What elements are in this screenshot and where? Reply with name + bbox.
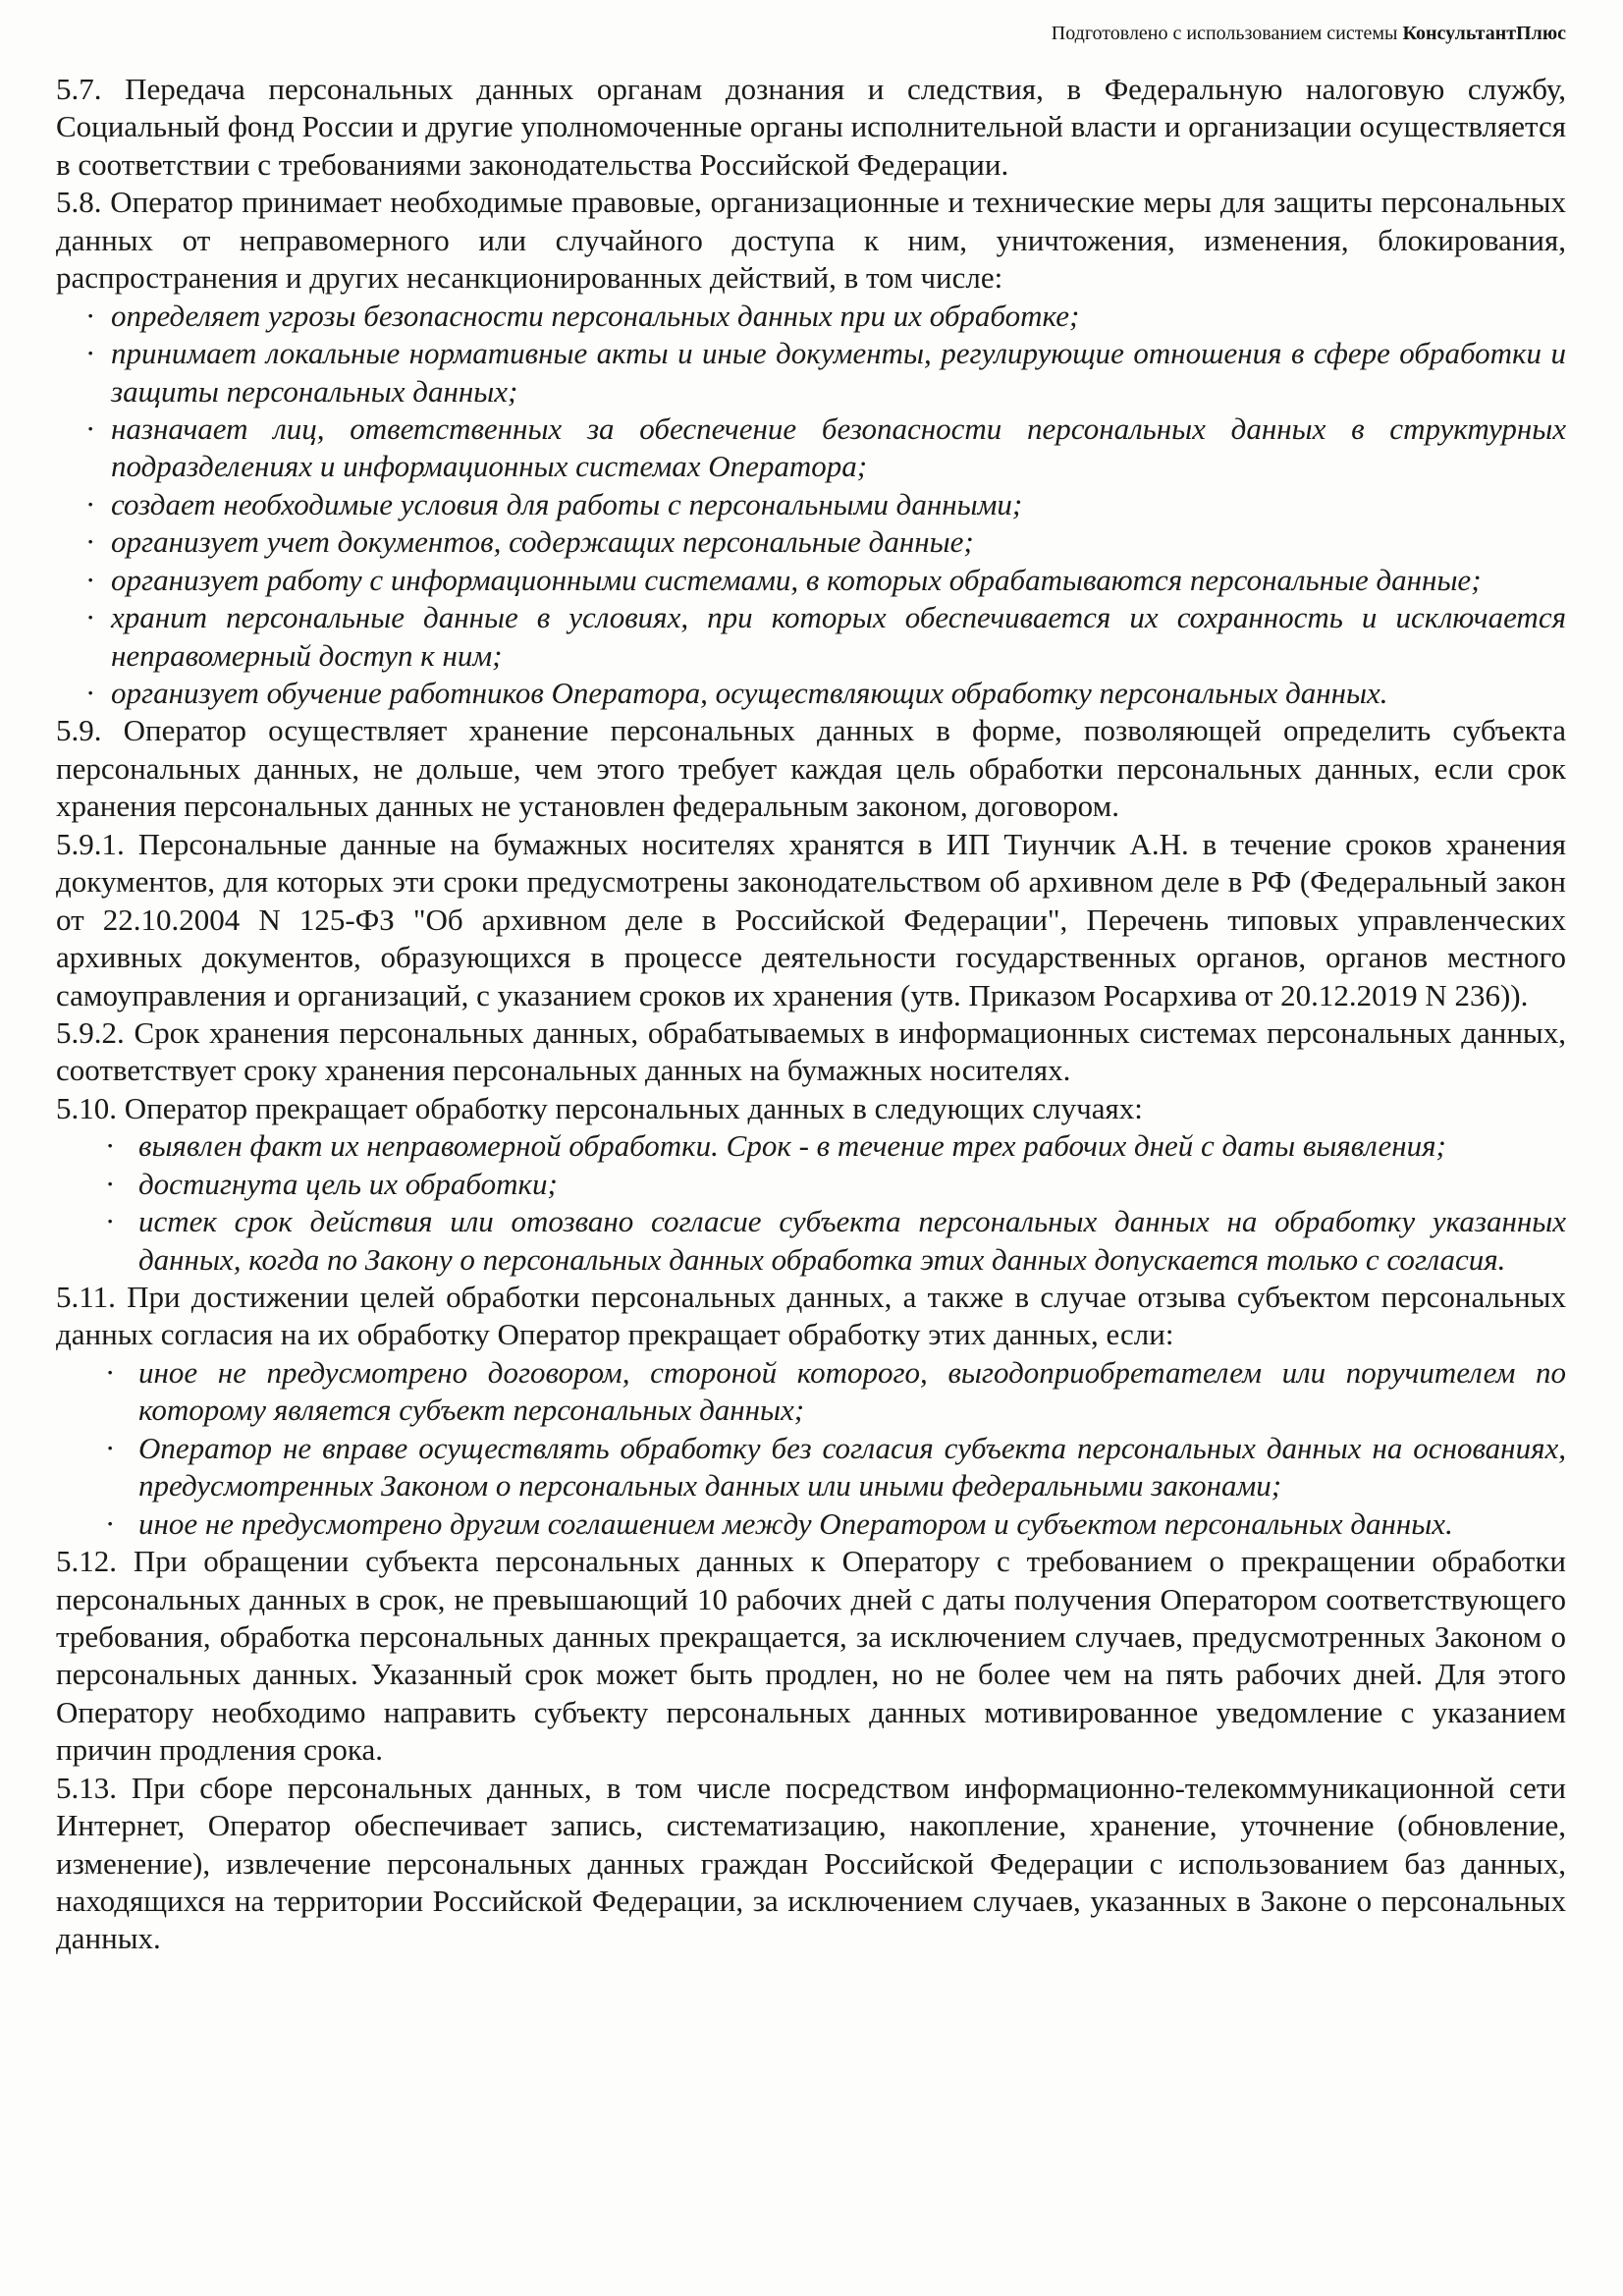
- bullet-item: [56, 298, 1566, 335]
- bullet-text: организует работу с информационными системами, в которых обрабатываются персональные данные;: [111, 562, 1482, 597]
- bullet-item: [56, 1203, 1566, 1279]
- bullet-marker-icon: ·: [85, 676, 96, 710]
- bullet-text: организует обучение работников Оператора, осуществляющих обработку персональных данных.: [111, 676, 1388, 710]
- bullet-list: [56, 1354, 1566, 1543]
- bullet-text: хранит персональные данные в условиях, при которых обеспечивается их сохранность и исключается неправомерный доступ к ним;: [111, 600, 1566, 673]
- paragraph: 5.13. При сборе персональных данных, в том числе посредством информационно-телекоммуникационной сети Интернет, Оператор обеспечивает запись, систематизацию, накопление, хранение, уточнение (обновление, изменение), извлечение персональных данных граждан Российской Федерации с использованием баз данных, находящихся на территории Российской Федерации, за исключением случаев, указанных в Законе о персональных данных.: [56, 1770, 1566, 1956]
- bullet-marker-icon: ·: [85, 486, 96, 521]
- paragraph: 5.9. Оператор осуществляет хранение персональных данных в форме, позволяющей определить субъекта персональных данных, не дольше, чем этого требует каждая цель обработки персональных данных, если срок хранения персональных данных не установлен федеральным законом, договором.: [56, 713, 1566, 824]
- consultant-plus-watermark: [56, 22, 1566, 45]
- bullet-item: [56, 562, 1566, 599]
- document-body: [56, 71, 1566, 1958]
- bullet-item: [56, 1166, 1566, 1203]
- bullet-text: достигнута цель их обработки;: [138, 1166, 558, 1201]
- bullet-marker-icon: ·: [85, 298, 96, 333]
- bullet-item: [56, 599, 1566, 675]
- paragraph: 5.7. Передача персональных данных органам дознания и следствия, в Федеральную налоговую службу, Социальный фонд России и другие уполномоченные органы исполнительной власти и организации осуществляется в соответствии с требованиями законодательства Российской Федерации.: [56, 72, 1566, 182]
- bullet-item: [56, 335, 1566, 410]
- bullet-marker-icon: ·: [85, 562, 96, 597]
- bullet-item: [56, 486, 1566, 523]
- bullet-item: [56, 675, 1566, 712]
- bullet-text: назначает лиц, ответственных за обеспечение безопасности персональных данных в структурных подразделениях и информационных системах Оператора;: [111, 410, 1566, 484]
- bullet-marker-icon: ·: [105, 1354, 116, 1390]
- bullet-marker-icon: ·: [105, 1505, 116, 1541]
- watermark-brand: КонсультантПлюс: [1402, 23, 1566, 44]
- bullet-marker-icon: ·: [85, 524, 96, 560]
- paragraph: 5.10. Оператор прекращает обработку персональных данных в следующих случаях:: [56, 1090, 1143, 1125]
- paragraph: 5.9.2. Срок хранения персональных данных, обрабатываемых в информационных системах персональных данных, соответствует сроку хранения персональных данных на бумажных носителях.: [56, 1014, 1566, 1088]
- bullet-item: [56, 523, 1566, 561]
- bullet-text: создает необходимые условия для работы с персональными данными;: [111, 486, 1023, 521]
- bullet-marker-icon: ·: [105, 1166, 116, 1201]
- bullet-marker-icon: ·: [105, 1430, 116, 1465]
- bullet-text: определяет угрозы безопасности персональных данных при их обработке;: [111, 298, 1080, 333]
- bullet-marker-icon: ·: [105, 1128, 116, 1164]
- paragraph: 5.9.1. Персональные данные на бумажных носителях хранятся в ИП Тиунчик А.Н. в течение сроков хранения документов, для которых эти сроки предусмотрены законодательством об архивном деле в РФ (Федеральный закон от 22.10.2004 N 125-ФЗ "Об архивном деле в Российской Федерации", Перечень типовых управленческих архивных документов, образующихся в процессе деятельности государственных органов, органов местного самоуправления и организаций, с указанием сроков их хранения (утв. Приказом Росархива от 20.12.2019 N 236)).: [56, 826, 1566, 1012]
- bullet-marker-icon: ·: [85, 600, 96, 635]
- bullet-text: Оператор не вправе осуществлять обработку без согласия субъекта персональных данных на основаниях, предусмотренных Законом о персональных данных или иными федеральными законами;: [138, 1430, 1566, 1503]
- bullet-item: [56, 1430, 1566, 1505]
- paragraph: 5.12. При обращении субъекта персональных данных к Оператору с требованием о прекращении обработки персональных данных в срок, не превышающий 10 рабочих дней с даты получения Оператором соответствующего требования, обработка персональных данных прекращается, за исключением случаев, предусмотренных Законом о персональных данных. Указанный срок может быть продлен, но не более чем на пять рабочих дней. Для этого Оператору необходимо направить субъекту персональных данных мотивированное уведомление с указанием причин продления срока.: [56, 1544, 1566, 1768]
- bullet-item: [56, 1127, 1566, 1165]
- bullet-text: принимает локальные нормативные акты и иные документы, регулирующие отношения в сфере обработки и защиты персональных данных;: [111, 336, 1566, 409]
- bullet-item: [56, 1354, 1566, 1430]
- bullet-item: [56, 410, 1566, 486]
- bullet-text: иное не предусмотрено другим соглашением между Оператором и субъектом персональных данных.: [138, 1505, 1453, 1541]
- paragraph: 5.8. Оператор принимает необходимые правовые, организационные и технические меры для защиты персональных данных от неправомерного или случайного доступа к ним, уничтожения, изменения, блокирования, распространения и других несанкционированных действий, в том числе:: [56, 185, 1566, 296]
- bullet-list: [56, 1127, 1566, 1279]
- bullet-marker-icon: ·: [85, 410, 96, 446]
- paragraph: 5.11. При достижении целей обработки персональных данных, а также в случае отзыва субъектом персональных данных согласия на их обработку Оператор прекращает обработку этих данных, если:: [56, 1280, 1566, 1352]
- bullet-list: [56, 298, 1566, 713]
- bullet-item: [56, 1505, 1566, 1543]
- bullet-marker-icon: ·: [85, 336, 96, 371]
- watermark-prefix: Подготовлено с использованием системы: [1051, 23, 1403, 44]
- bullet-marker-icon: ·: [105, 1204, 116, 1239]
- bullet-text: истек срок действия или отозвано согласие субъекта персональных данных на обработку указанных данных, когда по Закону о персональных данных обработка этих данных допускается только с согласия.: [138, 1204, 1566, 1277]
- bullet-text: выявлен факт их неправомерной обработки. Срок - в течение трех рабочих дней с даты выявления;: [138, 1128, 1446, 1164]
- bullet-text: организует учет документов, содержащих персональные данные;: [111, 524, 974, 560]
- bullet-text: иное не предусмотрено договором, стороной которого, выгодоприобретателем или поручителем по которому является субъект персональных данных;: [138, 1354, 1566, 1428]
